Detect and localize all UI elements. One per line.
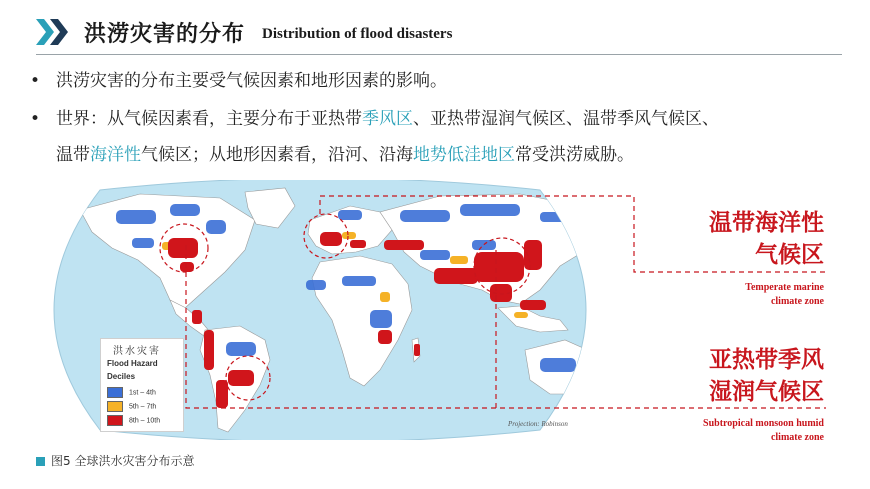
bullet-text: 世界：从气候因素看，主要分布于亚热带: [56, 109, 362, 129]
zone-temperate-english-line2: climate zone: [770, 296, 824, 307]
highlight-marine: 海洋性: [90, 145, 141, 165]
legend-item-high: 8th – 10th: [107, 415, 160, 426]
bullet-point-1: • 洪涝灾害的分布主要受气候因素和地形因素的影响。: [30, 71, 447, 91]
highlight-lowland: 地势低洼地区: [413, 145, 515, 165]
zone-subtropical-english-line1: Subtropical monsoon humid: [703, 418, 824, 429]
figure-caption: 图5 全球洪水灾害分布示意: [36, 452, 194, 469]
page-title-english: Distribution of flood disasters: [262, 26, 453, 42]
map-projection-label: Projection: Robinson: [508, 420, 568, 428]
zone-subtropical-english-line2: climate zone: [770, 432, 824, 443]
highlight-monsoon: 季风区: [362, 109, 413, 129]
zone-temperate-english-line1: Temperate marine: [745, 282, 824, 293]
zone-subtropical-title-line2: 湿润气候区: [709, 379, 824, 405]
caption-square-icon: [36, 457, 45, 466]
bullet-text: 温带: [56, 145, 90, 165]
bullet-point-2: • 世界：从气候因素看，主要分布于亚热带季风区、亚热带湿润气候区、温带季风气候区、: [30, 109, 719, 129]
zone-temperate-title-line1: 温带海洋性: [709, 210, 824, 236]
legend-subtitle: Deciles: [107, 372, 136, 381]
legend-title: Flood Hazard: [107, 359, 158, 368]
zone-temperate-title-line2: 气候区: [755, 242, 824, 268]
bullet-text: 常受洪涝威胁。: [515, 145, 634, 165]
bullet-text: 洪涝灾害的分布主要受气候因素和地形因素的影响。: [56, 71, 447, 91]
legend-title-cn: 洪水灾害: [113, 346, 161, 357]
legend-item-mid: 5th – 7th: [107, 401, 156, 412]
page-title: 洪涝灾害的分布: [84, 22, 246, 47]
zone-subtropical-title-line1: 亚热带季风: [709, 347, 824, 373]
legend-item-low: 1st – 4th: [107, 387, 156, 398]
bullet-text: 气候区；从地形因素看，沿河、沿海: [141, 145, 413, 165]
bullet-text: 、亚热带湿润气候区、温带季风气候区、: [413, 109, 719, 129]
